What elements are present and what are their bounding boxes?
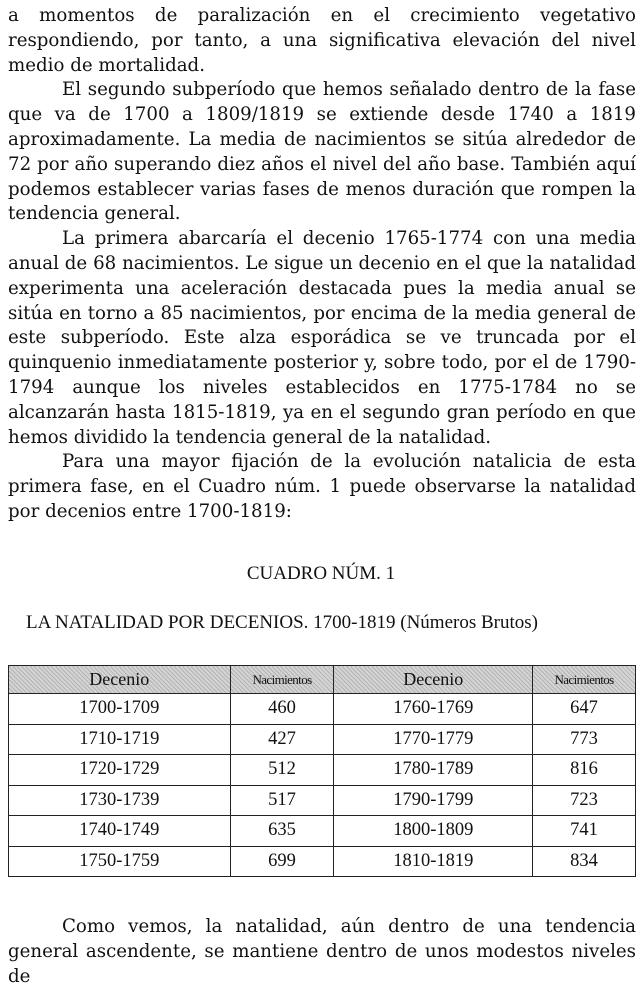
table-cell: 1790-1799 xyxy=(334,785,533,816)
table-cell: 460 xyxy=(230,694,334,725)
table-cell: 512 xyxy=(230,755,334,786)
body-text xyxy=(8,4,636,525)
paragraph-5: Como vemos, la natalidad, aún dentro de una tendencia general ascendente, se mantiene dentro de unos modestos niveles de xyxy=(8,916,636,987)
table-cell: 773 xyxy=(533,724,636,755)
table-cell: 1760-1769 xyxy=(334,694,533,725)
paragraph-4: Para una mayor fijación de la evolución natalicia de esta primera fase, en el Cuadro núm. 1 puede observarse la natalidad por decenios entre 1700-1819: xyxy=(8,451,636,522)
table-cell: 816 xyxy=(533,755,636,786)
table-row xyxy=(9,724,636,755)
table-row xyxy=(9,694,636,725)
birth-table xyxy=(8,665,636,877)
table-cell: 834 xyxy=(533,846,636,877)
table-cell: 635 xyxy=(230,816,334,847)
table-row xyxy=(9,846,636,877)
table-cell: 699 xyxy=(230,846,334,877)
table-header-row xyxy=(9,666,636,694)
table-cell: 427 xyxy=(230,724,334,755)
header-decenio-left: Decenio xyxy=(9,666,231,694)
paragraph-2: El segundo subperíodo que hemos señalado dentro de la fase que va de 1700 a 1809/1819 se extiende desde 1740 a 1819 aproximadamente. La media de nacimientos se sitúa alrededor de 72 por año superando diez años el nivel del año base. También aquí podemos establecer varias fases de menos duración que rompen la tendencia general. xyxy=(8,79,636,225)
table-cell: 1780-1789 xyxy=(334,755,533,786)
table-cell: 1720-1729 xyxy=(9,755,231,786)
table-cell: 1700-1709 xyxy=(9,694,231,725)
table-cell: 1710-1719 xyxy=(9,724,231,755)
table-cell: 723 xyxy=(533,785,636,816)
header-nacimientos-right: Nacimientos xyxy=(533,666,636,694)
table-cell: 1730-1739 xyxy=(9,785,231,816)
paragraph-1: a momentos de paralización en el crecimiento vegetativo respondiendo, por tanto, a una significativa elevación del nivel medio de mortalidad. xyxy=(8,5,636,76)
table-cell: 1800-1809 xyxy=(334,816,533,847)
table-cell: 647 xyxy=(533,694,636,725)
table-cell: 1750-1759 xyxy=(9,846,231,877)
table-cell: 1770-1779 xyxy=(334,724,533,755)
table-cell: 1740-1749 xyxy=(9,816,231,847)
table-row xyxy=(9,755,636,786)
table-cell: 1810-1819 xyxy=(334,846,533,877)
header-nacimientos-left: Nacimientos xyxy=(230,666,334,694)
table-title: CUADRO NÚM. 1 xyxy=(246,563,396,584)
table-row xyxy=(9,816,636,847)
table-cell: 741 xyxy=(533,816,636,847)
table-row xyxy=(9,785,636,816)
table-cell: 517 xyxy=(230,785,334,816)
closing-text xyxy=(8,915,636,989)
paragraph-3: La primera abarcaría el decenio 1765-1774 con una media anual de 68 nacimientos. Le sigue un decenio en el que la natalidad experimenta una aceleración destacada pues la media anual se sitúa en torno a 85 nacimientos, por encima de la media general de este subperíodo. Este alza esporádica se ve truncada por el quinquenio inmediatamente posterior y, sobre todo, por el de 1790-1794 aunque los niveles establecidos en 1775-1784 no se alcanzarán hasta 1815-1819, ya en el segundo gran período en que hemos dividido la tendencia general de la natalidad. xyxy=(8,228,636,448)
header-decenio-right: Decenio xyxy=(334,666,533,694)
table-subtitle: LA NATALIDAD POR DECENIOS. 1700-1819 (Números Brutos) xyxy=(26,612,538,633)
